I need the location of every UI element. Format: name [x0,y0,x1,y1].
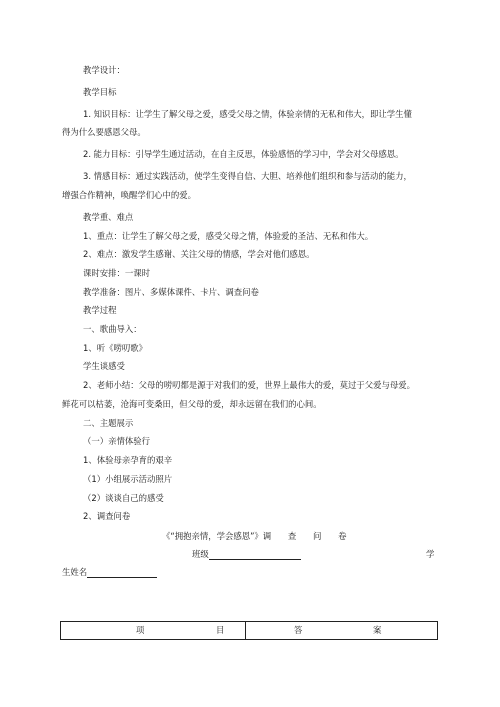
experience-mother-hardship: 1、体验母亲孕育的艰辛 [83,455,173,465]
student-label-start: 学 [426,549,435,559]
table-header-item-b: 目 [216,625,225,635]
objective-knowledge-cont: 得为什么要感恩父母。 [62,127,146,137]
teacher-summary: 2、老师小结：父母的唠叨都是源于对我们的爱，世界上最伟大的爱，莫过于父爱与母爱。 [83,380,415,390]
class-field [192,549,301,560]
class-blank[interactable] [209,550,301,560]
listen-song: 1、听《唠叨歌》 [83,343,147,353]
section-theme-display: 二、主题展示 [83,418,134,428]
heading-teaching-design: 教学设计： [83,65,125,75]
table-header-answer-b: 案 [373,625,382,635]
objective-ability: 2. 能力目标：引导学生通过活动，在自主反思，体验感悟的学习中，学会对父母感恩。 [83,149,404,159]
class-hours: 课时安排：一课时 [83,268,150,278]
student-name-blank[interactable] [87,568,157,578]
table-header-item-a: 项 [136,625,145,635]
student-name-label: 生姓名 [62,567,88,577]
class-label: 班级 [192,549,209,559]
share-feelings: （2）谈谈自己的感受 [83,493,164,503]
heading-key-points: 教学重、难点 [83,212,134,222]
teaching-preparation: 教学准备：图片、多媒体课件、卡片、调查问卷 [83,287,259,297]
section-song-intro: 一、歌曲导入： [83,324,142,334]
objective-emotion-cont: 增强合作精神，唤醒学们心中的爱。 [62,190,196,200]
heading-teaching-objectives: 教学目标 [83,87,117,97]
difficult-point: 2、难点：激发学生感谢、关注父母的情感，学会对他们感恩。 [83,249,315,259]
subsection-family-experience: （一）亲情体验行 [83,436,150,446]
group-photo-display: （1）小组展示活动照片 [83,474,173,484]
objective-emotion: 3. 情感目标：通过实践活动，使学生变得自信、大胆、培养他们组织和参与活动的能力， [83,171,412,181]
table-column-divider [245,622,246,639]
table-header-answer-a: 答 [294,625,303,635]
survey-heading: 2、调查问卷 [83,511,131,521]
key-point: 1、重点：让学生了解父母之爱，感受父母之情，体验爱的圣洁、无私和伟大。 [83,231,374,241]
objective-knowledge: 1. 知识目标：让学生了解父母之爱，感受父母之情，体验亲情的无私和伟大，即让学生懂 [83,109,412,119]
survey-title: 《“拥抱亲情，学会感恩”》调 查 问 卷 [162,531,347,541]
heading-teaching-process: 教学过程 [83,305,117,315]
teacher-summary-cont: 鲜花可以枯萎，沧海可变桑田，但父母的爱，却永远留在我们的心间。 [62,399,322,409]
students-share: 学生谈感受 [83,361,125,371]
survey-table [60,621,438,640]
student-name-field [62,567,157,578]
